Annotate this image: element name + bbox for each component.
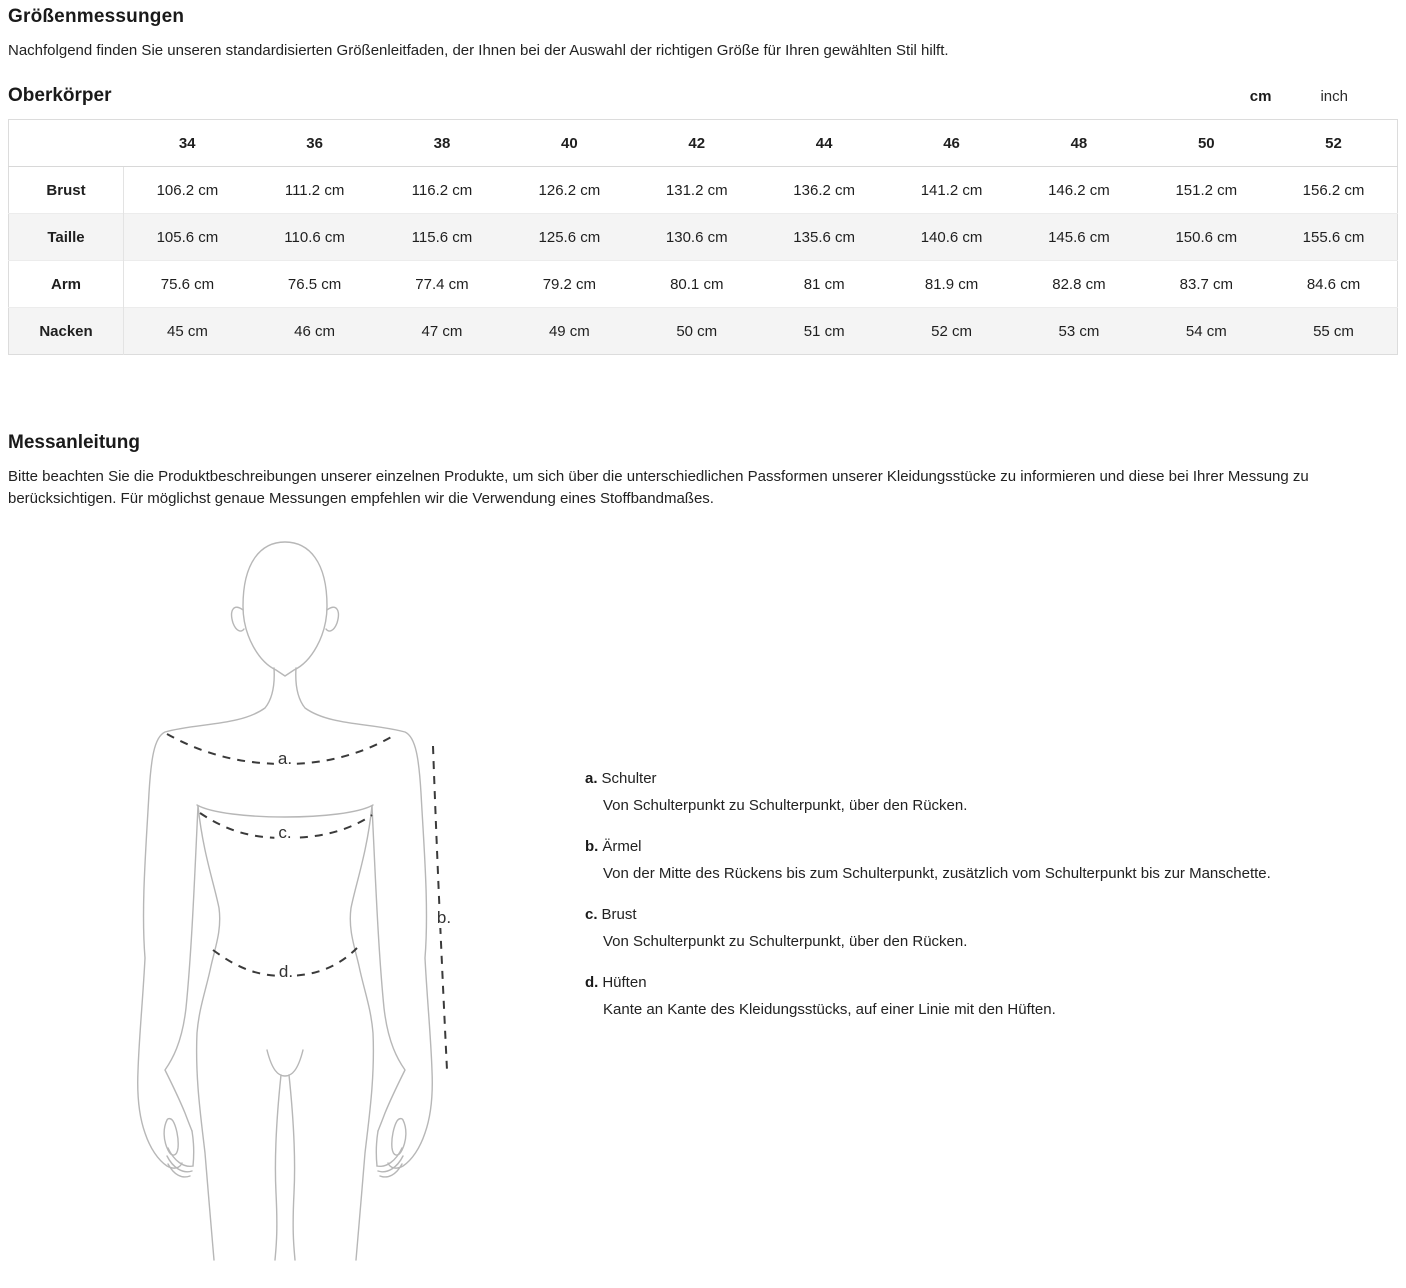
body-outline <box>138 542 432 1260</box>
measurement-key: d. <box>585 974 599 991</box>
size-cell: 150.6 cm <box>1175 228 1238 246</box>
instructions-intro: Bitte beachten Sie die Produktbeschreibungen unserer einzelnen Produkte, um sich über die unterschiedlichen Passformen unserer Kleidungsstücke zu informieren und diese bei Ihrer Messung zu berücksichtigen. Für möglichst genaue Messungen empfehlen wir die Verwendung eines Stoffbandmaßes. <box>8 468 1309 507</box>
measurement-instruction-b <box>585 836 1375 884</box>
size-column-header: 42 <box>633 120 760 167</box>
size-cell: 79.2 cm <box>542 275 597 293</box>
size-cell: 106.2 cm <box>156 181 219 199</box>
size-cell: 83.7 cm <box>1179 275 1233 293</box>
table-row-arm <box>9 261 1398 308</box>
measurement-name: Schulter <box>601 770 657 787</box>
size-cell: 135.6 cm <box>793 228 855 246</box>
size-cell: 80.1 cm <box>670 275 724 293</box>
size-column-header: 46 <box>888 120 1015 167</box>
left-ear <box>232 607 244 631</box>
size-cell: 136.2 cm <box>793 181 855 199</box>
size-column-header: 36 <box>251 120 378 167</box>
right-neck-shoulder-arm <box>296 668 432 1168</box>
size-column-header: 52 <box>1270 120 1397 167</box>
size-column-header: 40 <box>506 120 633 167</box>
diagram-label-b: b. <box>433 908 455 928</box>
table-section-title: Oberkörper <box>8 85 112 106</box>
size-column-header: 38 <box>378 120 505 167</box>
size-cell: 77.4 cm <box>415 275 469 293</box>
size-column-header: 34 <box>124 120 251 167</box>
size-cell: 130.6 cm <box>665 228 728 246</box>
right-thumb <box>392 1119 406 1155</box>
size-cell: 76.5 cm <box>287 275 342 293</box>
page-title: Größenmessungen <box>8 6 185 27</box>
chest-contour <box>197 805 373 817</box>
row-label-taille: Taille <box>9 214 124 261</box>
size-cell: 155.6 cm <box>1302 228 1365 246</box>
size-header-empty-cell <box>9 120 124 167</box>
size-cell: 116.2 cm <box>411 181 473 199</box>
left-inner-leg <box>275 1075 281 1260</box>
diagram-label-a: a. <box>274 749 296 769</box>
measurement-key: a. <box>585 770 598 787</box>
measurement-heading <box>585 972 1375 993</box>
table-row-taille <box>9 214 1398 261</box>
size-cell: 105.6 cm <box>156 228 219 246</box>
size-cell: 84.6 cm <box>1306 275 1361 293</box>
measurement-instruction-d <box>585 972 1375 1020</box>
crotch <box>267 1050 303 1076</box>
size-column-header: 44 <box>760 120 887 167</box>
page-intro: Nachfolgend finden Sie unseren standardisierten Größenleitfaden, der Ihnen bei der Auswahl der richtigen Größe für Ihren gewählten Stil hilft. <box>8 42 949 59</box>
size-cell: 52 cm <box>931 322 972 340</box>
unit-toggle <box>1250 88 1398 105</box>
size-cell: 46 cm <box>294 322 336 340</box>
measurement-instruction-a <box>585 768 1375 816</box>
measurement-key: c. <box>585 906 598 923</box>
right-hand-edge <box>376 1131 378 1166</box>
unit-inch-button[interactable]: inch <box>1320 88 1348 105</box>
size-cell: 131.2 cm <box>665 181 728 199</box>
size-cell: 81 cm <box>803 275 845 293</box>
measurement-heading <box>585 904 1375 925</box>
diagram-label-c: c. <box>274 823 295 843</box>
size-cell: 53 cm <box>1058 322 1100 340</box>
size-cell: 82.8 cm <box>1052 275 1106 293</box>
measurement-key: b. <box>585 838 599 855</box>
measurement-name: Hüften <box>602 974 647 991</box>
measurement-diagram-section <box>8 528 1398 1288</box>
row-label-arm: Arm <box>9 261 124 308</box>
size-cell: 54 cm <box>1185 322 1227 340</box>
size-table <box>8 119 1398 355</box>
measurement-name: Ärmel <box>602 838 642 855</box>
table-row-nacken <box>9 308 1398 355</box>
size-cell: 115.6 cm <box>411 228 473 246</box>
size-cell: 51 cm <box>803 322 845 340</box>
table-row-brust <box>9 167 1398 214</box>
unit-cm-button[interactable]: cm <box>1249 88 1272 105</box>
size-cell: 111.2 cm <box>284 181 345 199</box>
size-cell: 125.6 cm <box>538 228 601 246</box>
left-inner-arm <box>165 806 198 1131</box>
measurement-description: Von Schulterpunkt zu Schulterpunkt, über den Rücken. <box>603 797 968 814</box>
size-cell: 50 cm <box>676 322 718 340</box>
size-cell: 141.2 cm <box>920 181 983 199</box>
diagram-label-d: d. <box>275 962 297 982</box>
measurement-description: Von Schulterpunkt zu Schulterpunkt, über den Rücken. <box>603 933 968 950</box>
size-column-header: 48 <box>1015 120 1142 167</box>
size-cell: 75.6 cm <box>160 275 215 293</box>
measurement-definitions <box>585 768 1375 1040</box>
table-section-header <box>8 85 1398 107</box>
size-cell: 145.6 cm <box>1048 228 1110 246</box>
size-cell: 156.2 cm <box>1302 181 1365 199</box>
head-outline <box>243 542 327 676</box>
instructions-section-title: Messanleitung <box>8 432 140 453</box>
size-cell: 81.9 cm <box>924 275 979 293</box>
measurement-description: Kante an Kante des Kleidungsstücks, auf einer Linie mit den Hüften. <box>603 1001 1056 1018</box>
row-label-brust: Brust <box>9 167 124 214</box>
size-header-row <box>9 120 1398 167</box>
size-cell: 151.2 cm <box>1175 181 1238 199</box>
left-hand-edge <box>192 1131 194 1166</box>
measurement-heading <box>585 768 1375 789</box>
left-thumb <box>164 1119 178 1155</box>
size-cell: 55 cm <box>1313 322 1354 340</box>
measurement-heading <box>585 836 1375 857</box>
measurement-instruction-c <box>585 904 1375 952</box>
left-neck-shoulder-arm <box>138 668 274 1168</box>
measurement-name: Brust <box>601 906 637 923</box>
size-column-header: 50 <box>1143 120 1270 167</box>
size-cell: 146.2 cm <box>1048 181 1110 199</box>
right-torso-leg <box>350 806 373 1260</box>
size-cell: 47 cm <box>421 322 463 340</box>
right-ear <box>326 607 338 631</box>
row-label-nacken: Nacken <box>9 308 124 355</box>
right-inner-arm <box>372 806 405 1131</box>
size-cell: 140.6 cm <box>920 228 983 246</box>
size-cell: 49 cm <box>548 322 590 340</box>
size-cell: 126.2 cm <box>538 181 601 199</box>
measurement-description: Von der Mitte des Rückens bis zum Schulterpunkt, zusätzlich vom Schulterpunkt bis zur Manschette. <box>603 865 1271 882</box>
size-cell: 110.6 cm <box>284 228 345 246</box>
size-cell: 45 cm <box>167 322 208 340</box>
measurement-lines <box>167 734 447 1070</box>
right-inner-leg <box>289 1075 295 1260</box>
body-figure-illustration <box>110 528 590 1288</box>
left-torso-leg <box>197 806 220 1260</box>
